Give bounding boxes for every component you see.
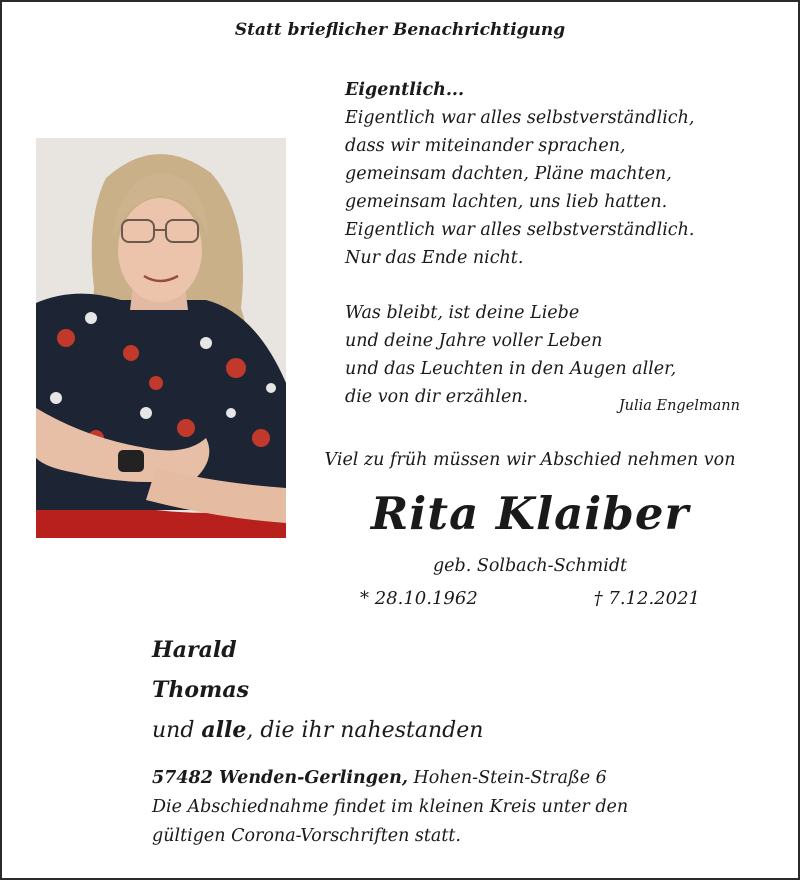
mourners-all-line: und alle, die ihr nahestanden	[152, 717, 484, 743]
notice-header: Statt brieflicher Benachrichtigung	[234, 20, 566, 40]
farewell-note: gültigen Corona-Vorschriften statt.	[152, 826, 461, 846]
address-street: Hohen-Stein-Straße 6	[407, 768, 607, 788]
poem-line: und deine Jahre voller Leben	[345, 331, 603, 351]
poem-line: Was bleibt, ist deine Liebe	[345, 303, 580, 323]
address-block	[152, 764, 628, 851]
poem-title: Eigentlich...	[345, 80, 465, 100]
farewell-note: Die Abschiednahme findet im kleinen Kreis unter den	[152, 797, 629, 817]
deceased-name: Rita Klaiber	[370, 487, 690, 540]
poem-line: die von dir erzählen.	[345, 387, 529, 407]
death-date: † 7.12.2021	[593, 588, 700, 609]
poem-line: Nur das Ende nicht.	[345, 248, 524, 268]
poem-line: und das Leuchten in den Augen aller,	[345, 359, 677, 379]
poem	[345, 76, 694, 411]
birth-name: geb. Solbach-Schmidt	[432, 556, 628, 576]
life-dates	[360, 588, 700, 609]
mourners	[152, 630, 483, 751]
poem-line: Eigentlich war alles selbstverständlich,	[345, 108, 695, 128]
mourner-name: Harald	[152, 637, 237, 663]
poem-line: dass wir miteinander sprachen,	[345, 136, 626, 156]
address-line	[152, 764, 628, 793]
birth-date: * 28.10.1962	[360, 588, 478, 609]
poem-line: Eigentlich war alles selbstverständlich.	[345, 220, 695, 240]
farewell-intro: Viel zu früh müssen wir Abschied nehmen von	[324, 450, 736, 470]
poem-author: Julia Engelmann	[618, 398, 740, 414]
poem-line: gemeinsam lachten, uns lieb hatten.	[345, 192, 668, 212]
portrait-photo	[36, 138, 286, 538]
address-place: 57482 Wenden-Gerlingen,	[152, 768, 408, 788]
mourner-name: Thomas	[152, 677, 249, 703]
poem-line: gemeinsam dachten, Pläne machten,	[345, 164, 672, 184]
